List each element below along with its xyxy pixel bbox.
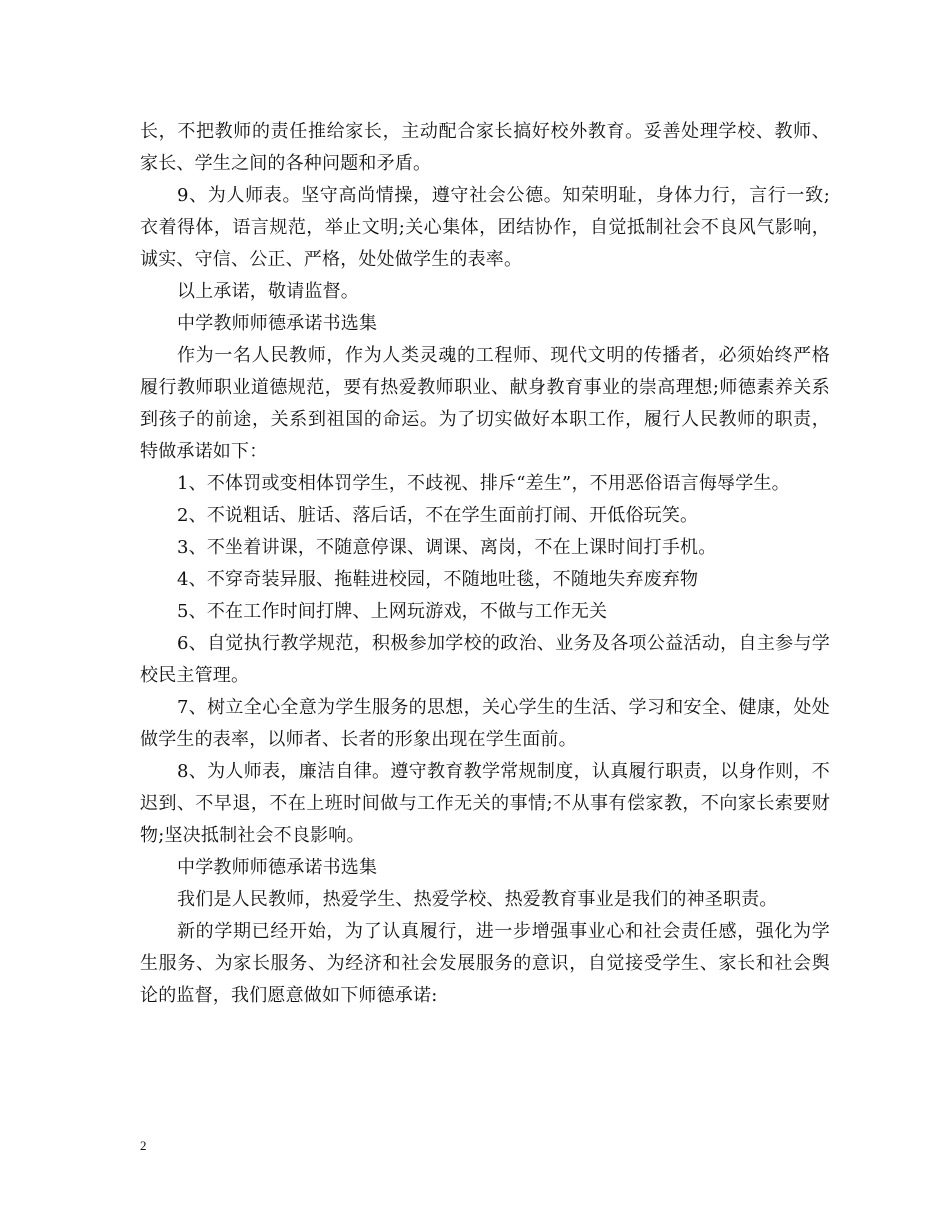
paragraph-2: 9、为人师表。坚守高尚情操，遵守社会公德。知荣明耻，身体力行，言行一致;衣着得体，语言规范，举止文明;关心集体，团结协作，自觉抵制社会不良风气影响，诚实、守信、公正、严格，处处做学生的表率。 (140, 185, 830, 270)
list-item-4: 4、不穿奇装异服、拖鞋进校园，不随地吐毯，不随地失弃废弃物 (177, 569, 699, 590)
list-item-8: 8、为人师表，廉洁自律。遵守教育教学常规制度，认真履行职责，以身作则，不迟到、不早退，不在上班时间做与工作无关的事情;不从事有偿家教，不向家长索要财物;坚决抵制社会不良影响。 (140, 761, 830, 846)
list-item-3: 3、不坐着讲课，不随意停课、调课、离岗，不在上课时间打手机。 (177, 537, 717, 558)
section-heading-1: 中学教师师德承诺书选集 (177, 313, 378, 334)
document-body (140, 116, 830, 1012)
section-heading-2: 中学教师师德承诺书选集 (177, 857, 378, 878)
paragraph-1: 长，不把教师的责任推给家长，主动配合家长搞好校外教育。妥善处理学校、教师、家长、学生之间的各种问题和矛盾。 (140, 121, 830, 174)
paragraph-5: 作为一名人民教师，作为人类灵魂的工程师、现代文明的传播者，必须始终严格履行教师职业道德规范，要有热爱教师职业、献身教育事业的崇高理想;师德素养关系到孩子的前途，关系到祖国的命运。为了切实做好本职工作，履行人民教师的职责，特做承诺如下： (140, 345, 830, 462)
paragraph-3: 以上承诺，敬请监督。 (177, 281, 359, 302)
paragraph-15: 我们是人民教师，热爱学生、热爱学校、热爱教育事业是我们的神圣职责。 (177, 889, 778, 910)
paragraph-16: 新的学期已经开始，为了认真履行，进一步增强事业心和社会责任感，强化为学生服务、为家长服务、为经济和社会发展服务的意识，自觉接受学生、家长和社会舆论的监督，我们愿意做如下师德承诺: (140, 921, 830, 1006)
page-number: 2 (140, 1138, 147, 1153)
list-item-7: 7、树立全心全意为学生服务的思想，关心学生的生活、学习和安全、健康，处处做学生的表率，以师者、长者的形象出现在学生面前。 (140, 697, 830, 750)
list-item-5: 5、不在工作时间打牌、上网玩游戏，不做与工作无关 (177, 601, 608, 622)
list-item-2: 2、不说粗话、脏话、落后话，不在学生面前打闹、开低俗玩笑。 (177, 505, 699, 526)
list-item-6: 6、自觉执行教学规范，积极参加学校的政治、业务及各项公益活动，自主参与学校民主管理。 (140, 633, 830, 686)
list-item-1: 1、不体罚或变相体罚学生，不歧视、排斥“差生”，不用恶俗语言侮辱学生。 (177, 473, 790, 494)
